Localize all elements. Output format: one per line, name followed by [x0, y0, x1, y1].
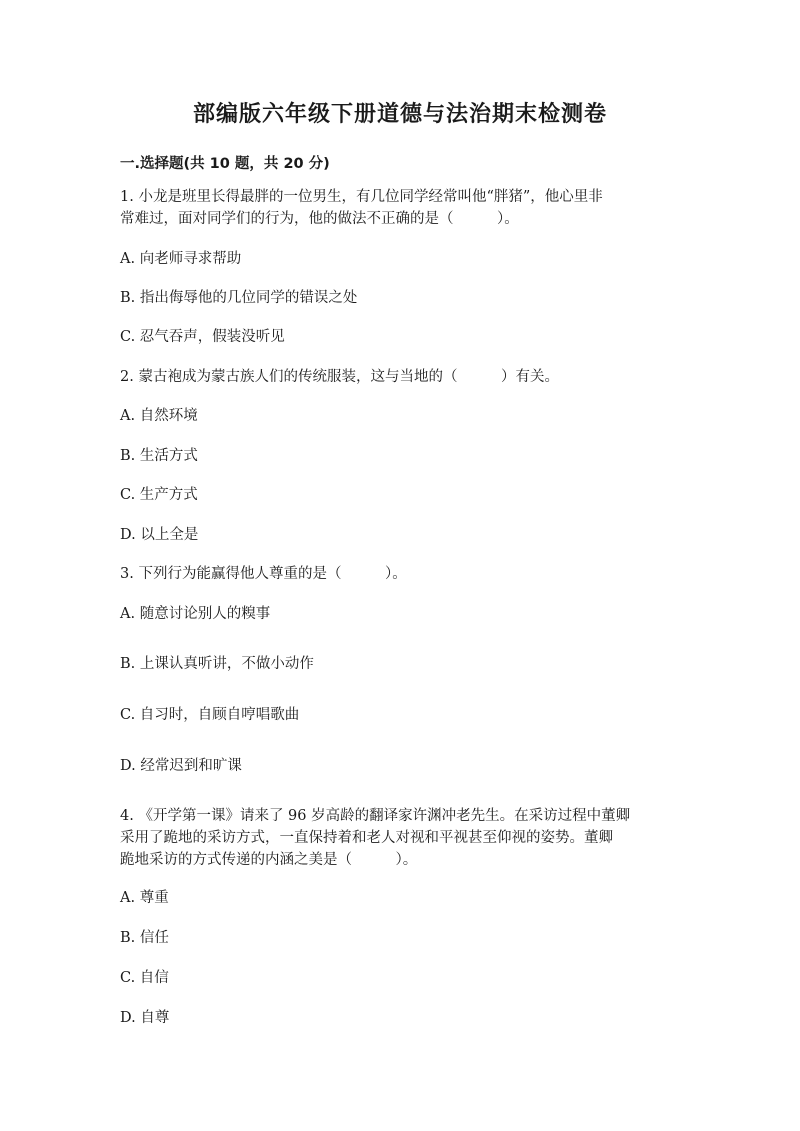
question-4-stem-line-1: 4. 《开学第一课》请来了 96 岁高龄的翻译家许渊冲老先生。在采访过程中董卿	[120, 808, 631, 824]
question-4-option-b: B. 信任	[120, 930, 169, 946]
question-4-option-a: A. 尊重	[120, 890, 169, 906]
question-1-option-b: B. 指出侮辱他的几位同学的错误之处	[120, 290, 358, 306]
question-3-option-d: D. 经常迟到和旷课	[120, 758, 242, 774]
question-1-option-a: A. 向老师寻求帮助	[120, 251, 242, 267]
question-3-option-b: B. 上课认真听讲，不做小动作	[120, 656, 314, 672]
question-1-option-c: C. 忍气吞声，假装没听见	[120, 329, 285, 345]
page-title: 部编版六年级下册道德与法治期末检测卷	[192, 102, 607, 127]
question-1-stem-line-2: 常难过，面对同学们的行为，他的做法不正确的是（ ）。	[120, 211, 519, 227]
question-4-stem-line-2: 采用了跪地的采访方式，一直保持着和老人对视和平视甚至仰视的姿势。董卿	[120, 830, 613, 846]
question-2-option-a: A. 自然环境	[120, 408, 198, 424]
question-4-option-d: D. 自尊	[120, 1010, 170, 1026]
question-4-stem-line-3: 跪地采访的方式传递的内涵之美是（ ）。	[120, 852, 418, 868]
question-3-option-a: A. 随意讨论别人的糗事	[120, 606, 271, 622]
question-1-stem-line-1: 1. 小龙是班里长得最胖的一位男生，有几位同学经常叫他“胖猪”，他心里非	[120, 189, 603, 205]
question-2-option-d: D. 以上全是	[120, 527, 199, 543]
question-2-option-c: C. 生产方式	[120, 487, 198, 503]
question-4-option-c: C. 自信	[120, 970, 169, 986]
question-2-option-b: B. 生活方式	[120, 448, 198, 464]
question-2-stem: 2. 蒙古袍成为蒙古族人们的传统服装，这与当地的（ ）有关。	[120, 369, 559, 385]
question-3-stem: 3. 下列行为能赢得他人尊重的是（ ）。	[120, 566, 407, 582]
section-heading: 一.选择题(共 10 题，共 20 分)	[120, 156, 330, 172]
question-3-option-c: C. 自习时，自顾自哼唱歌曲	[120, 707, 300, 723]
